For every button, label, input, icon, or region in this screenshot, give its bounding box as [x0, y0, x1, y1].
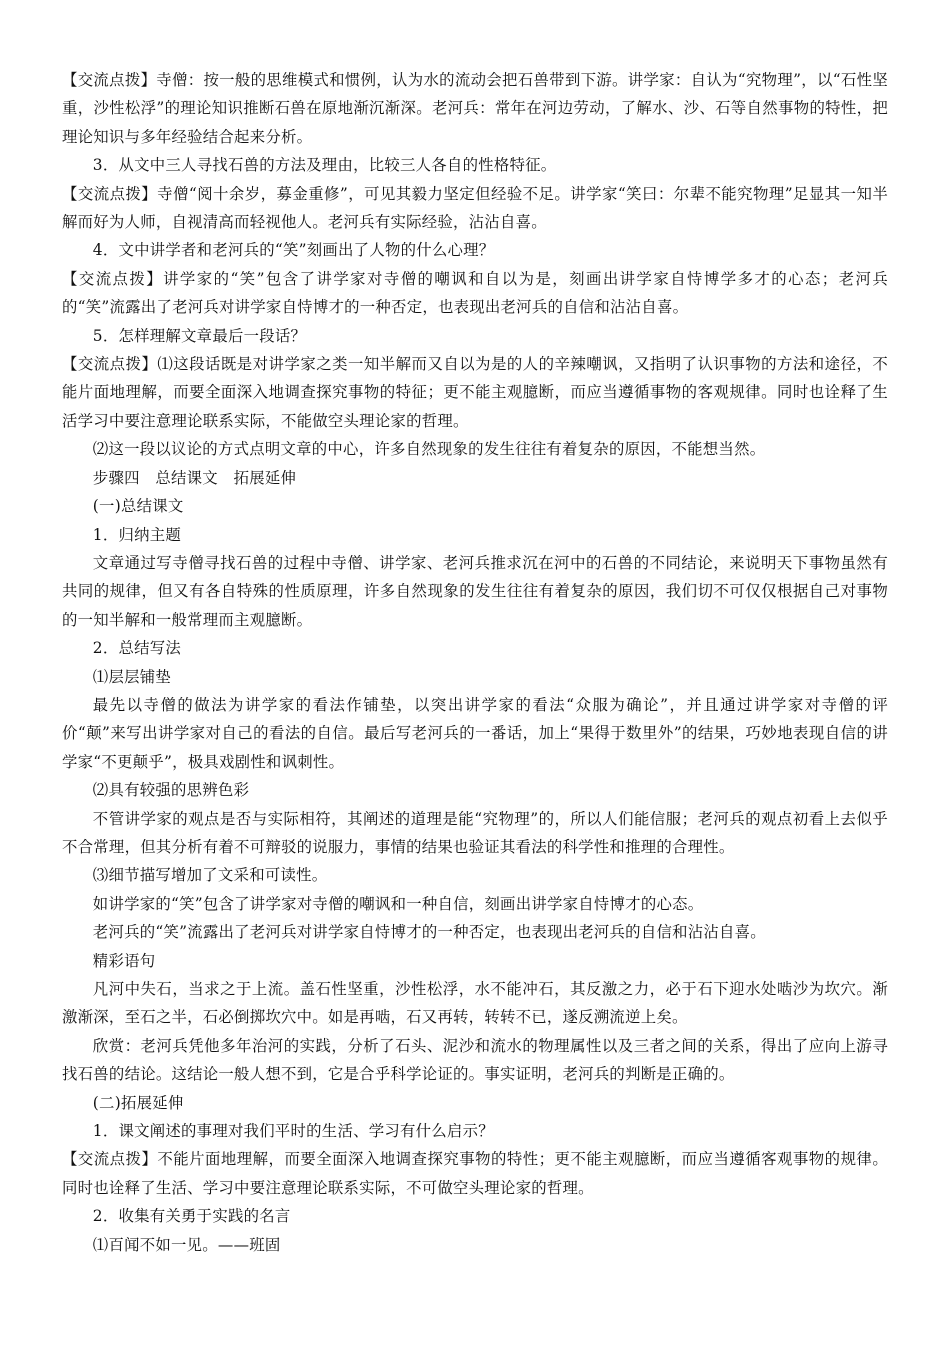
point-heading: ⑶细节描写增加了文采和可读性。 — [92, 866, 328, 885]
answer-tip: 【交流点拨】讲学家的“笑”包含了讲学家对寺僧的嘲讽和自以为是，刻画出讲学家自恃博学多才的心态；老河兵的“笑”流露出了老河兵对讲学家自恃博才的一种否定，也表现出老河兵的自信和沾沾自喜。 — [62, 269, 888, 317]
paragraph: 如讲学家的“笑”包含了讲学家对寺僧的嘲讽和一种自信，刻画出讲学家自恃博才的心态。 — [92, 894, 704, 913]
paragraph: ⑵这一段以议论的方式点明文章的中心，许多自然现象的发生往往有着复杂的原因，不能想当然。 — [92, 440, 766, 459]
subsection-heading: 1．归纳主题 — [92, 525, 182, 544]
question-3: 3．从文中三人寻找石兽的方法及理由，比较三人各自的性格特征。 — [92, 156, 557, 175]
paragraph: 不管讲学家的观点是否与实际相符，其阐述的道理是能“究物理”的，所以人们能信服；老河兵的观点初看上去似乎不合常理，但其分析有着不可辩驳的说服力，事情的结果也验证其看法的科学性和推理的合理性。 — [62, 809, 888, 856]
paragraph: 最先以寺僧的做法为讲学家的看法作铺垫，以突出讲学家的看法“众服为确论”，并且通过讲学家对寺僧的评价“颠”来写出讲学家对自己的看法的自信。最后写老河兵的一番话，加上“果得于数里外”的结果，巧妙地表现自信的讲学家“不更颠乎”，极具戏剧性和讽刺性。 — [62, 695, 888, 771]
answer-tip: 【交流点拨】⑴这段话既是对讲学家之类一知半解而又自以为是的人的辛辣嘲讽，又指明了认识事物的方法和途径，不能片面地理解，而要全面深入地调查探究事物的特征；更不能主观臆断，而应当遵循事物的客观规律。同时也诠释了生活学习中要注意理论联系实际，不能做空头理论家的哲理。 — [62, 355, 888, 430]
point-heading: ⑴层层铺垫 — [92, 667, 172, 686]
question-1: 1．课文阐述的事理对我们平时的生活、学习有什么启示？ — [92, 1122, 494, 1141]
quoted-passage: 凡河中失石，当求之于上流。盖石性坚重，沙性松浮，水不能冲石，其反激之力，必于石下迎水处啮沙为坎穴。渐激渐深，至石之半，石必倒掷坎穴中。如是再啮，石又再转，转转不已，遂反溯流逆上矣。 — [62, 980, 888, 1027]
answer-tip: 【交流点拨】寺僧“阅十余岁，募金重修”，可见其毅力坚定但经验不足。讲学家“笑曰：尔辈不能究物理”足显其一知半解而好为人师，自视清高而轻视他人。老河兵有实际经验，沾沾自喜。 — [62, 184, 888, 232]
section-heading: (一)总结课文 — [92, 497, 184, 516]
question-4: 4．文中讲学者和老河兵的“笑”刻画出了人物的什么心理？ — [92, 241, 495, 260]
quote-item: ⑴百闻不如一见。——班固 — [92, 1235, 281, 1254]
paragraph: 欣赏：老河兵凭他多年治河的实践，分析了石头、泥沙和流水的物理属性以及三者之间的关系，得出了应向上游寻找石兽的结论。这结论一般人想不到，它是合乎科学论证的。事实证明，老河兵的判断是正确的。 — [62, 1036, 888, 1084]
answer-tip: 【交流点拨】寺僧：按一般的思维模式和惯例，认为水的流动会把石兽带到下游。讲学家：自认为“究物理”，以“石性坚重，沙性松浮”的理论知识推断石兽在原地渐沉渐深。老河兵：常年在河边劳动，了解水、沙、石等自然事物的特性，把理论知识与多年经验结合起来分析。 — [62, 71, 888, 146]
question-5: 5．怎样理解文章最后一段话？ — [92, 326, 307, 345]
subsection-heading: 2．总结写法 — [92, 639, 182, 658]
highlight-heading: 精彩语句 — [92, 951, 156, 970]
paragraph: 文章通过写寺僧寻找石兽的过程中寺僧、讲学家、老河兵推求沉在河中的石兽的不同结论，来说明天下事物虽然有共同的规律，但又有各自特殊的性质原理，许多自然现象的发生往往有着复杂的原因，我们切不可仅仅根据自己对事物的一知半解和一般常理而主观臆断。 — [62, 553, 888, 629]
paragraph: 老河兵的“笑”流露出了老河兵对讲学家自恃博才的一种否定，也表现出老河兵的自信和沾沾自喜。 — [92, 923, 766, 942]
document-body — [62, 66, 888, 1259]
step-heading: 步骤四 总结课文 拓展延伸 — [92, 468, 297, 487]
point-heading: ⑵具有较强的思辨色彩 — [92, 781, 250, 800]
answer-tip: 【交流点拨】不能片面地理解，而要全面深入地调查探究事物的特性；更不能主观臆断，而应当遵循客观事物的规律。同时也诠释了生活、学习中要注意理论联系实际，不可做空头理论家的哲理。 — [62, 1150, 888, 1197]
question-2: 2．收集有关勇于实践的名言 — [92, 1207, 291, 1226]
section-heading: (二)拓展延伸 — [92, 1093, 184, 1112]
